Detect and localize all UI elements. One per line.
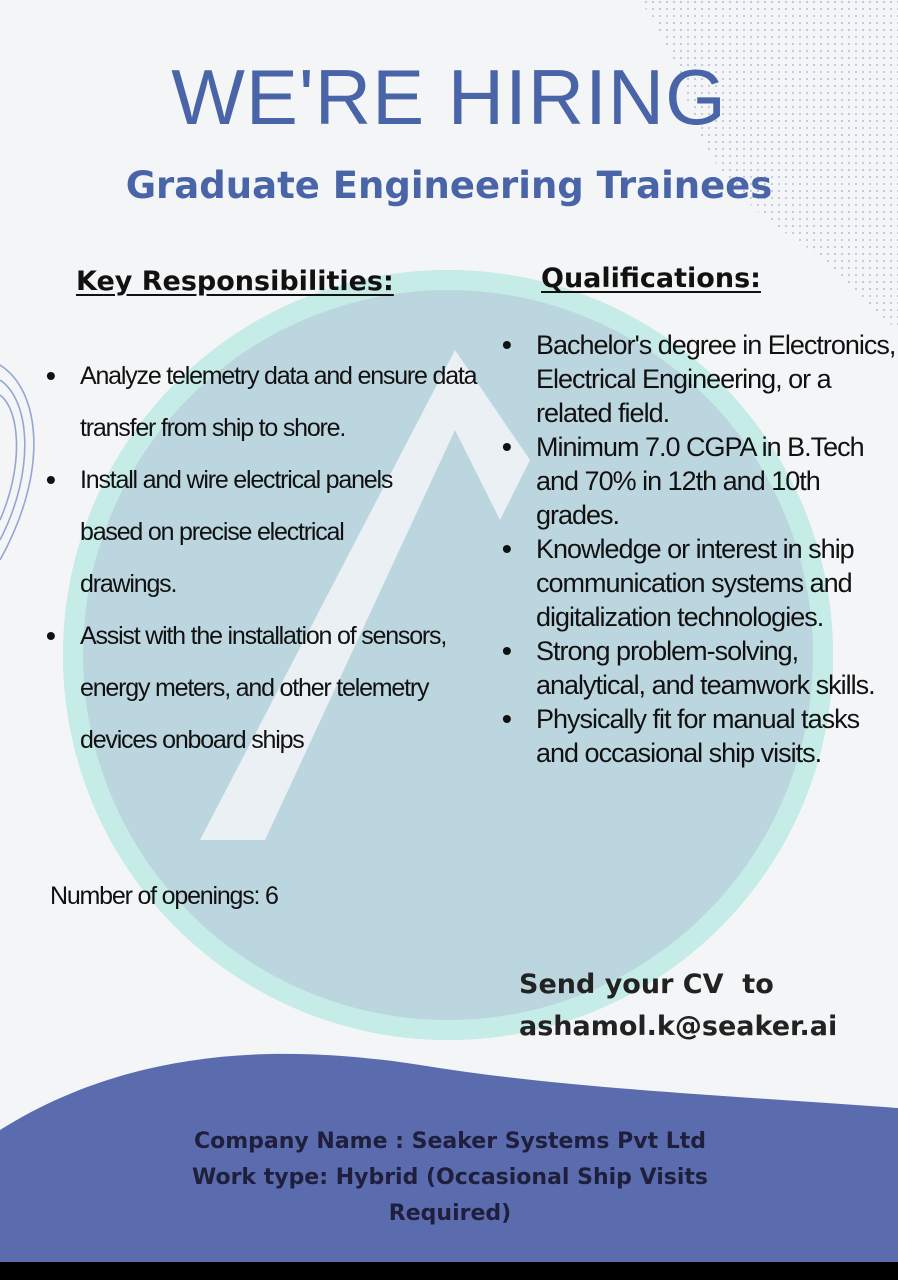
footer-info	[130, 1124, 770, 1232]
qualifications-heading: Qualifications:	[541, 263, 761, 294]
company-name: Company Name : Seaker Systems Pvt Ltd	[193, 1129, 707, 1154]
qualification-item	[496, 702, 896, 770]
work-type-continued: Required)	[388, 1201, 512, 1226]
bullet-dot-icon: •	[502, 703, 511, 734]
bullet-dot-icon: •	[46, 464, 55, 495]
qualification-item	[496, 430, 896, 532]
qualification-text: Physically fit for manual tasks and occasional ship visits.	[536, 704, 860, 768]
responsibility-item	[42, 350, 480, 454]
number-of-openings: Number of openings: 6	[50, 882, 278, 910]
responsibilities-heading: Key Responsibilities:	[76, 266, 394, 297]
bullet-dot-icon: •	[46, 620, 55, 651]
responsibility-text: Install and wire electrical panels based on precise electrical drawings.	[80, 466, 393, 598]
responsibility-text: Assist with the installation of sensors, energy meters, and other telemetry devices onboard ships	[80, 622, 447, 754]
job-title: Graduate Engineering Trainees	[125, 164, 773, 207]
send-cv-label: Send your CV to	[519, 969, 774, 1000]
qualification-text: Strong problem-solving, analytical, and teamwork skills.	[536, 636, 875, 700]
qualification-text: Knowledge or interest in ship communication systems and digitalization technologies.	[536, 534, 854, 632]
responsibility-item	[42, 610, 480, 766]
contact-block	[519, 964, 837, 1048]
bullet-dot-icon: •	[502, 431, 511, 462]
work-type: Work type: Hybrid (Occasional Ship Visits	[191, 1165, 709, 1190]
contact-email[interactable]: ashamol.k@seaker.ai	[519, 1011, 838, 1042]
qualifications-list	[496, 328, 896, 770]
responsibilities-list	[42, 350, 492, 766]
qualification-text: Bachelor's degree in Electronics, Electrical Engineering, or a related field.	[536, 330, 896, 428]
qualification-item	[496, 634, 896, 702]
qualification-item	[496, 532, 896, 634]
bullet-dot-icon: •	[502, 329, 511, 360]
qualification-text: Minimum 7.0 CGPA in B.Tech and 70% in 12th and 10th grades.	[536, 432, 864, 530]
bullet-dot-icon: •	[502, 635, 511, 666]
bullet-dot-icon: •	[46, 360, 55, 391]
headline: WE'RE HIRING	[171, 53, 727, 141]
bottom-bar	[0, 1262, 898, 1280]
bullet-dot-icon: •	[502, 533, 511, 564]
responsibility-text: Analyze telemetry data and ensure data transfer from ship to shore.	[80, 362, 477, 442]
responsibility-item	[42, 454, 440, 610]
qualification-item	[496, 328, 896, 430]
